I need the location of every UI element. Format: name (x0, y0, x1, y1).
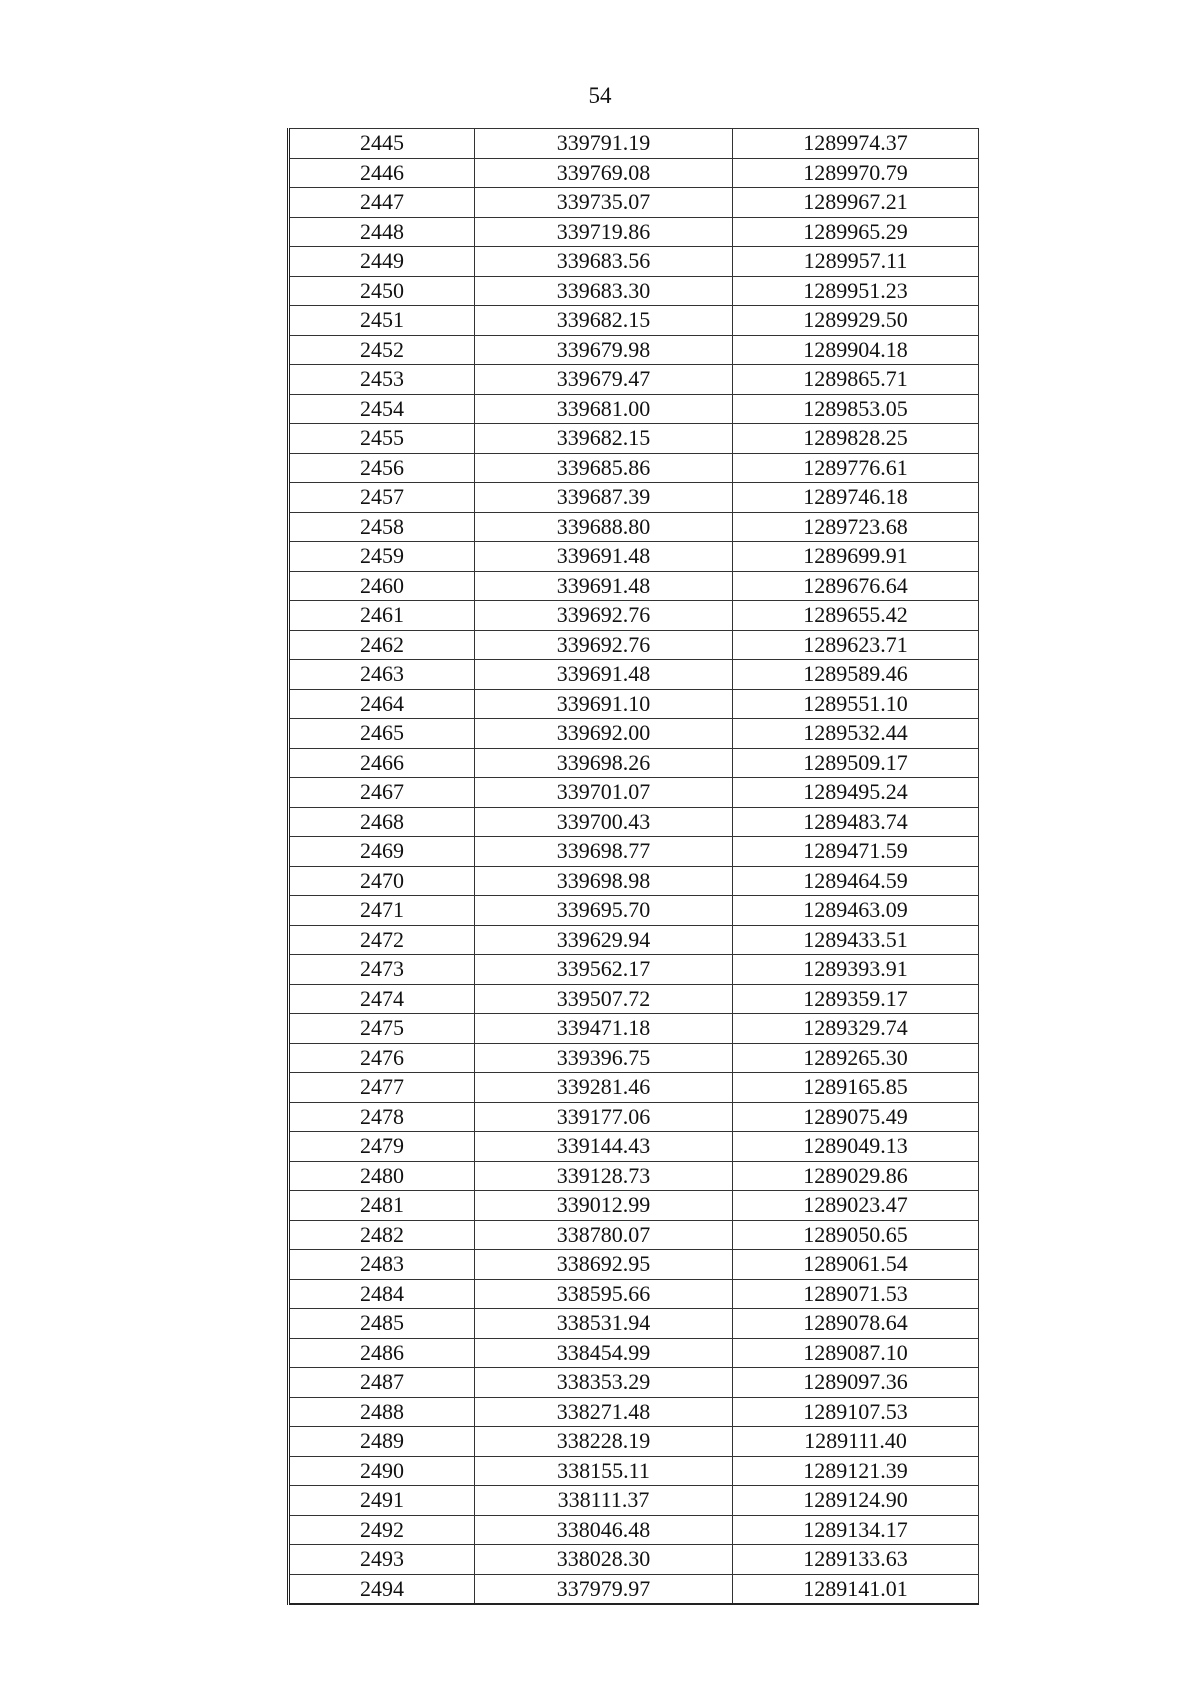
table-row (289, 129, 979, 159)
x-coordinate-cell: 339691.48 (475, 542, 733, 572)
x-coordinate-cell: 339629.94 (475, 925, 733, 955)
y-coordinate-cell: 1289165.85 (733, 1073, 979, 1103)
x-coordinate-cell: 338780.07 (475, 1220, 733, 1250)
x-coordinate-cell: 339692.76 (475, 630, 733, 660)
table-row (289, 247, 979, 277)
x-coordinate-cell: 339681.00 (475, 394, 733, 424)
point-number-cell: 2463 (289, 660, 475, 690)
x-coordinate-cell: 339688.80 (475, 512, 733, 542)
point-number-cell: 2473 (289, 955, 475, 985)
table-row (289, 1368, 979, 1398)
point-number-cell: 2491 (289, 1486, 475, 1516)
point-number-cell: 2494 (289, 1574, 475, 1604)
table-row (289, 660, 979, 690)
table-row (289, 1545, 979, 1575)
y-coordinate-cell: 1289107.53 (733, 1397, 979, 1427)
point-number-cell: 2470 (289, 866, 475, 896)
y-coordinate-cell: 1289589.46 (733, 660, 979, 690)
x-coordinate-cell: 339679.47 (475, 365, 733, 395)
point-number-cell: 2462 (289, 630, 475, 660)
y-coordinate-cell: 1289433.51 (733, 925, 979, 955)
y-coordinate-cell: 1289071.53 (733, 1279, 979, 1309)
x-coordinate-cell: 339682.15 (475, 424, 733, 454)
x-coordinate-cell: 339701.07 (475, 778, 733, 808)
y-coordinate-cell: 1289676.64 (733, 571, 979, 601)
table-row (289, 571, 979, 601)
table-row (289, 601, 979, 631)
x-coordinate-cell: 339682.15 (475, 306, 733, 336)
y-coordinate-cell: 1289904.18 (733, 335, 979, 365)
point-number-cell: 2485 (289, 1309, 475, 1339)
point-number-cell: 2454 (289, 394, 475, 424)
table-row (289, 512, 979, 542)
table-row (289, 1043, 979, 1073)
x-coordinate-cell: 338046.48 (475, 1515, 733, 1545)
table-row (289, 1191, 979, 1221)
point-number-cell: 2479 (289, 1132, 475, 1162)
x-coordinate-cell: 339144.43 (475, 1132, 733, 1162)
point-number-cell: 2487 (289, 1368, 475, 1398)
y-coordinate-cell: 1289853.05 (733, 394, 979, 424)
table-row (289, 1515, 979, 1545)
table-row (289, 483, 979, 513)
x-coordinate-cell: 338531.94 (475, 1309, 733, 1339)
y-coordinate-cell: 1289483.74 (733, 807, 979, 837)
point-number-cell: 2483 (289, 1250, 475, 1280)
y-coordinate-cell: 1289133.63 (733, 1545, 979, 1575)
y-coordinate-cell: 1289029.86 (733, 1161, 979, 1191)
point-number-cell: 2455 (289, 424, 475, 454)
table-row (289, 1279, 979, 1309)
x-coordinate-cell: 339719.86 (475, 217, 733, 247)
y-coordinate-cell: 1289965.29 (733, 217, 979, 247)
y-coordinate-cell: 1289532.44 (733, 719, 979, 749)
table-row (289, 689, 979, 719)
point-number-cell: 2465 (289, 719, 475, 749)
x-coordinate-cell: 338228.19 (475, 1427, 733, 1457)
x-coordinate-cell: 338155.11 (475, 1456, 733, 1486)
point-number-cell: 2448 (289, 217, 475, 247)
y-coordinate-cell: 1289265.30 (733, 1043, 979, 1073)
y-coordinate-cell: 1289746.18 (733, 483, 979, 513)
point-number-cell: 2481 (289, 1191, 475, 1221)
y-coordinate-cell: 1289049.13 (733, 1132, 979, 1162)
x-coordinate-cell: 337979.97 (475, 1574, 733, 1604)
point-number-cell: 2471 (289, 896, 475, 926)
table-row (289, 453, 979, 483)
y-coordinate-cell: 1289134.17 (733, 1515, 979, 1545)
table-row (289, 424, 979, 454)
table-row (289, 1456, 979, 1486)
table-row (289, 1574, 979, 1604)
point-number-cell: 2482 (289, 1220, 475, 1250)
y-coordinate-cell: 1289699.91 (733, 542, 979, 572)
point-number-cell: 2477 (289, 1073, 475, 1103)
point-number-cell: 2490 (289, 1456, 475, 1486)
x-coordinate-cell: 339685.86 (475, 453, 733, 483)
y-coordinate-cell: 1289075.49 (733, 1102, 979, 1132)
table-row (289, 365, 979, 395)
coordinates-table (287, 128, 979, 1605)
point-number-cell: 2468 (289, 807, 475, 837)
y-coordinate-cell: 1289974.37 (733, 129, 979, 159)
y-coordinate-cell: 1289828.25 (733, 424, 979, 454)
page-number: 54 (588, 83, 612, 108)
y-coordinate-cell: 1289464.59 (733, 866, 979, 896)
table-row (289, 866, 979, 896)
point-number-cell: 2480 (289, 1161, 475, 1191)
x-coordinate-cell: 338595.66 (475, 1279, 733, 1309)
table-row (289, 1309, 979, 1339)
point-number-cell: 2484 (289, 1279, 475, 1309)
x-coordinate-cell: 339735.07 (475, 188, 733, 218)
point-number-cell: 2493 (289, 1545, 475, 1575)
y-coordinate-cell: 1289121.39 (733, 1456, 979, 1486)
table-row (289, 306, 979, 336)
x-coordinate-cell: 339692.76 (475, 601, 733, 631)
y-coordinate-cell: 1289957.11 (733, 247, 979, 277)
point-number-cell: 2458 (289, 512, 475, 542)
x-coordinate-cell: 338111.37 (475, 1486, 733, 1516)
x-coordinate-cell: 339698.98 (475, 866, 733, 896)
point-number-cell: 2469 (289, 837, 475, 867)
table-row (289, 335, 979, 365)
x-coordinate-cell: 339507.72 (475, 984, 733, 1014)
y-coordinate-cell: 1289967.21 (733, 188, 979, 218)
point-number-cell: 2474 (289, 984, 475, 1014)
table-row (289, 1132, 979, 1162)
point-number-cell: 2445 (289, 129, 475, 159)
table-row (289, 807, 979, 837)
point-number-cell: 2476 (289, 1043, 475, 1073)
x-coordinate-cell: 339562.17 (475, 955, 733, 985)
point-number-cell: 2459 (289, 542, 475, 572)
x-coordinate-cell: 339683.56 (475, 247, 733, 277)
point-number-cell: 2460 (289, 571, 475, 601)
y-coordinate-cell: 1289495.24 (733, 778, 979, 808)
point-number-cell: 2461 (289, 601, 475, 631)
table-row (289, 1014, 979, 1044)
point-number-cell: 2450 (289, 276, 475, 306)
y-coordinate-cell: 1289050.65 (733, 1220, 979, 1250)
table-row (289, 925, 979, 955)
x-coordinate-cell: 339691.48 (475, 660, 733, 690)
y-coordinate-cell: 1289776.61 (733, 453, 979, 483)
y-coordinate-cell: 1289623.71 (733, 630, 979, 660)
y-coordinate-cell: 1289078.64 (733, 1309, 979, 1339)
x-coordinate-cell: 338454.99 (475, 1338, 733, 1368)
table-row (289, 158, 979, 188)
point-number-cell: 2472 (289, 925, 475, 955)
x-coordinate-cell: 339692.00 (475, 719, 733, 749)
table-row (289, 896, 979, 926)
x-coordinate-cell: 339691.48 (475, 571, 733, 601)
y-coordinate-cell: 1289551.10 (733, 689, 979, 719)
table-row (289, 955, 979, 985)
point-number-cell: 2492 (289, 1515, 475, 1545)
table-row (289, 778, 979, 808)
y-coordinate-cell: 1289463.09 (733, 896, 979, 926)
point-number-cell: 2464 (289, 689, 475, 719)
x-coordinate-cell: 339683.30 (475, 276, 733, 306)
point-number-cell: 2449 (289, 247, 475, 277)
y-coordinate-cell: 1289111.40 (733, 1427, 979, 1457)
x-coordinate-cell: 339396.75 (475, 1043, 733, 1073)
y-coordinate-cell: 1289087.10 (733, 1338, 979, 1368)
point-number-cell: 2467 (289, 778, 475, 808)
y-coordinate-cell: 1289865.71 (733, 365, 979, 395)
x-coordinate-cell: 339471.18 (475, 1014, 733, 1044)
y-coordinate-cell: 1289655.42 (733, 601, 979, 631)
point-number-cell: 2478 (289, 1102, 475, 1132)
y-coordinate-cell: 1289471.59 (733, 837, 979, 867)
point-number-cell: 2488 (289, 1397, 475, 1427)
y-coordinate-cell: 1289929.50 (733, 306, 979, 336)
point-number-cell: 2456 (289, 453, 475, 483)
x-coordinate-cell: 339698.26 (475, 748, 733, 778)
table-row (289, 394, 979, 424)
table-row (289, 276, 979, 306)
table-row (289, 1486, 979, 1516)
x-coordinate-cell: 339691.10 (475, 689, 733, 719)
y-coordinate-cell: 1289970.79 (733, 158, 979, 188)
table-row (289, 1102, 979, 1132)
table-row (289, 1161, 979, 1191)
x-coordinate-cell: 339698.77 (475, 837, 733, 867)
x-coordinate-cell: 339791.19 (475, 129, 733, 159)
point-number-cell: 2447 (289, 188, 475, 218)
x-coordinate-cell: 339012.99 (475, 1191, 733, 1221)
point-number-cell: 2451 (289, 306, 475, 336)
point-number-cell: 2446 (289, 158, 475, 188)
table-row (289, 748, 979, 778)
table-row (289, 1250, 979, 1280)
point-number-cell: 2475 (289, 1014, 475, 1044)
x-coordinate-cell: 338028.30 (475, 1545, 733, 1575)
point-number-cell: 2486 (289, 1338, 475, 1368)
table-row (289, 837, 979, 867)
point-number-cell: 2489 (289, 1427, 475, 1457)
point-number-cell: 2453 (289, 365, 475, 395)
table-row (289, 217, 979, 247)
table-row (289, 719, 979, 749)
y-coordinate-cell: 1289951.23 (733, 276, 979, 306)
x-coordinate-cell: 339700.43 (475, 807, 733, 837)
table-row (289, 1397, 979, 1427)
x-coordinate-cell: 339128.73 (475, 1161, 733, 1191)
x-coordinate-cell: 338692.95 (475, 1250, 733, 1280)
point-number-cell: 2466 (289, 748, 475, 778)
y-coordinate-cell: 1289141.01 (733, 1574, 979, 1604)
table-row (289, 630, 979, 660)
x-coordinate-cell: 338353.29 (475, 1368, 733, 1398)
y-coordinate-cell: 1289023.47 (733, 1191, 979, 1221)
x-coordinate-cell: 339177.06 (475, 1102, 733, 1132)
y-coordinate-cell: 1289359.17 (733, 984, 979, 1014)
table-row (289, 1338, 979, 1368)
y-coordinate-cell: 1289061.54 (733, 1250, 979, 1280)
point-number-cell: 2457 (289, 483, 475, 513)
y-coordinate-cell: 1289723.68 (733, 512, 979, 542)
table-row (289, 542, 979, 572)
y-coordinate-cell: 1289097.36 (733, 1368, 979, 1398)
x-coordinate-cell: 339695.70 (475, 896, 733, 926)
x-coordinate-cell: 339687.39 (475, 483, 733, 513)
point-number-cell: 2452 (289, 335, 475, 365)
table-row (289, 1073, 979, 1103)
y-coordinate-cell: 1289124.90 (733, 1486, 979, 1516)
table-row (289, 188, 979, 218)
table-row (289, 1220, 979, 1250)
x-coordinate-cell: 339281.46 (475, 1073, 733, 1103)
y-coordinate-cell: 1289509.17 (733, 748, 979, 778)
x-coordinate-cell: 339679.98 (475, 335, 733, 365)
y-coordinate-cell: 1289329.74 (733, 1014, 979, 1044)
coordinates-table-body (289, 129, 979, 1605)
table-row (289, 1427, 979, 1457)
x-coordinate-cell: 338271.48 (475, 1397, 733, 1427)
x-coordinate-cell: 339769.08 (475, 158, 733, 188)
y-coordinate-cell: 1289393.91 (733, 955, 979, 985)
table-row (289, 984, 979, 1014)
